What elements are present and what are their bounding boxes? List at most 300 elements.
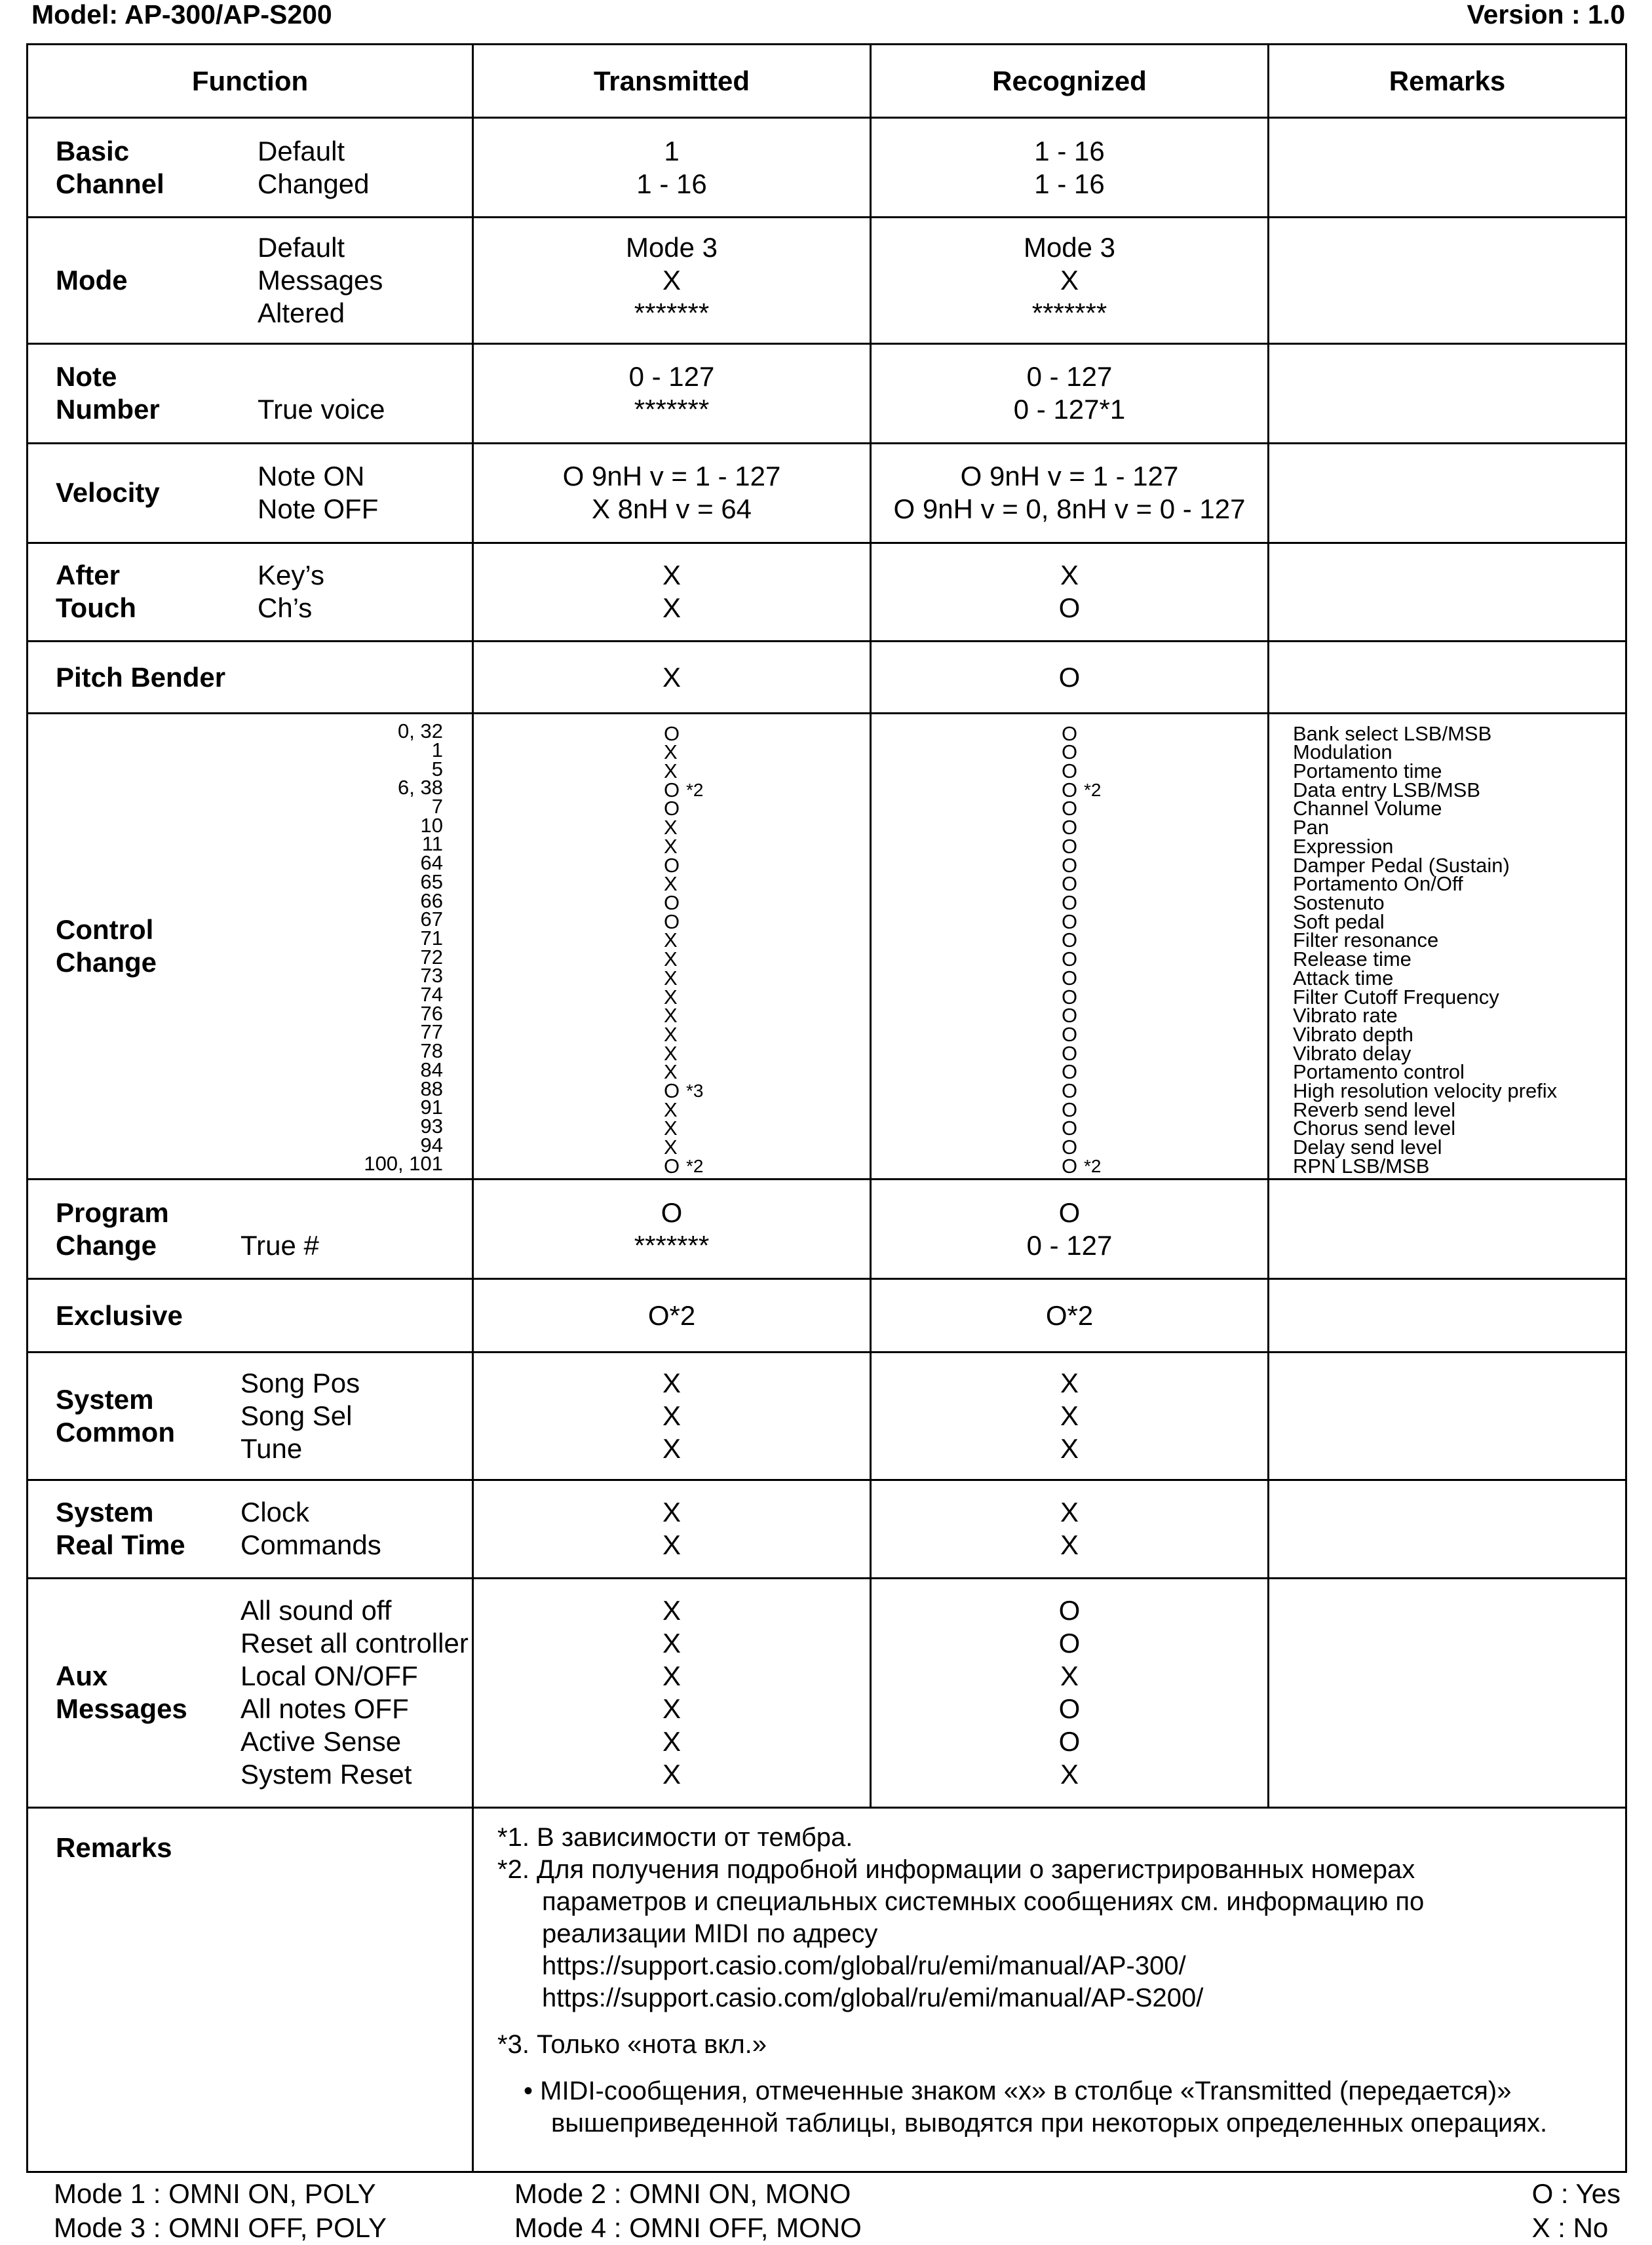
cc-tx-value-text: X bbox=[664, 1117, 678, 1140]
rx-value: X bbox=[1060, 1759, 1079, 1790]
function-name: Touch bbox=[56, 592, 136, 624]
cc-tx-value-text: O bbox=[664, 853, 680, 877]
tx-value: ******* bbox=[634, 297, 710, 328]
tx-value: O*2 bbox=[647, 1299, 696, 1331]
cc-tx-value bbox=[664, 1022, 870, 1046]
function-name: Real Time bbox=[56, 1529, 185, 1561]
function-sub: Default bbox=[258, 135, 345, 166]
footer-legend bbox=[1532, 2177, 1621, 2245]
remark-url-ap300: https://support.casio.com/global/ru/emi/manual/AP-300/ bbox=[542, 1951, 1186, 1981]
cc-number-text: 7 bbox=[431, 794, 443, 818]
row-exclusive bbox=[28, 1279, 1626, 1353]
cc-tx-value-text: O bbox=[664, 778, 680, 801]
function-name: Mode bbox=[56, 264, 128, 296]
cc-remark-text: Sostenuto bbox=[1293, 891, 1385, 914]
cc-number-text: 100, 101 bbox=[364, 1152, 443, 1176]
cc-remark-text: Portamento On/Off bbox=[1293, 872, 1463, 896]
cc-tx-value-text: O bbox=[664, 797, 680, 820]
function-name: Basic bbox=[56, 135, 130, 166]
cc-number-text: 71 bbox=[420, 926, 443, 950]
function-sub: Song Pos bbox=[240, 1367, 360, 1398]
rx-value: O bbox=[1058, 1693, 1081, 1725]
function-name: System bbox=[56, 1497, 154, 1528]
rx-value: O bbox=[1058, 1595, 1081, 1626]
cc-tx-value-text: X bbox=[664, 948, 678, 971]
cc-number-text: 74 bbox=[420, 983, 443, 1007]
row-remarks bbox=[28, 1808, 1626, 2172]
cc-tx-value-text: X bbox=[664, 872, 678, 896]
cc-tx-value bbox=[664, 778, 870, 801]
cc-number-text: 88 bbox=[420, 1077, 443, 1100]
cc-rx-value bbox=[1062, 799, 1267, 818]
function-name: Change bbox=[56, 1229, 157, 1261]
cc-tx-value-text: O bbox=[664, 910, 680, 933]
remark-bullet: • MIDI-сообщения, отмеченные знаком «x» в столбце «Transmitted (передается)» вышеприведенной таблицы, выводятся при некоторых определенных операциях. bbox=[524, 2077, 1548, 2138]
cc-remark-text: Damper Pedal (Sustain) bbox=[1293, 853, 1510, 877]
function-name: System bbox=[56, 1383, 154, 1415]
function-name: Change bbox=[56, 947, 157, 978]
cc-tx-value bbox=[664, 1004, 870, 1027]
cc-rx-value bbox=[1062, 1098, 1267, 1121]
cc-remark-text: Data entry LSB/MSB bbox=[1293, 778, 1481, 801]
cc-number-text: 6, 38 bbox=[398, 776, 443, 799]
cc-number-text: 67 bbox=[420, 908, 443, 931]
rx-value: O 9nH v = 0, 8nH v = 0 - 127 bbox=[893, 493, 1246, 525]
cc-tx-value bbox=[664, 759, 870, 783]
cc-tx-value bbox=[664, 950, 870, 969]
remark-note-2-line: реализации MIDI по адресу bbox=[542, 1919, 878, 1949]
cc-rx-value bbox=[1062, 740, 1267, 764]
cc-remark-text: Channel Volume bbox=[1293, 797, 1442, 820]
remarks-cell bbox=[1269, 1578, 1626, 1807]
cc-rx-value bbox=[1062, 931, 1267, 950]
cc-rx-list bbox=[1062, 721, 1267, 1178]
tx-value: ******* bbox=[634, 1229, 710, 1261]
row-pitch-bender bbox=[28, 642, 1626, 714]
model-label: Model: AP-300/AP-S200 bbox=[31, 0, 332, 29]
cc-footnote-ref: *2 bbox=[686, 1155, 704, 1176]
remarks-cell bbox=[1269, 118, 1626, 218]
cc-tx-value-text: X bbox=[664, 816, 678, 839]
cc-rx-value bbox=[1062, 1041, 1267, 1065]
cc-rx-value bbox=[1062, 759, 1267, 783]
cc-rx-value-text: O bbox=[1062, 1098, 1078, 1121]
rx-value: X bbox=[1060, 1660, 1079, 1692]
footer-mode-3: Mode 3 : OMNI OFF, POLY bbox=[54, 2212, 387, 2243]
cc-tx-value bbox=[664, 931, 870, 950]
cc-number-text: 1 bbox=[431, 738, 443, 761]
tx-value: X bbox=[662, 264, 681, 296]
remarks-cell bbox=[1269, 642, 1626, 714]
version-label: Version : 1.0 bbox=[1467, 0, 1625, 29]
cc-remark-text: Modulation bbox=[1293, 740, 1393, 764]
cc-tx-value bbox=[664, 966, 870, 989]
cc-rx-value bbox=[1062, 853, 1267, 877]
tx-value: X bbox=[662, 1726, 681, 1757]
row-system-real-time bbox=[28, 1480, 1626, 1578]
cc-tx-value bbox=[664, 853, 870, 877]
cc-remark-text: Bank select LSB/MSB bbox=[1293, 721, 1492, 745]
function-name: Note bbox=[56, 361, 117, 393]
rx-value: Mode 3 bbox=[1023, 231, 1116, 263]
cc-tx-value bbox=[664, 872, 870, 896]
remarks-label: Remarks bbox=[56, 1832, 172, 1864]
cc-tx-value-text: X bbox=[664, 759, 678, 783]
cc-rx-value bbox=[1062, 891, 1267, 914]
cc-remark-text: Expression bbox=[1293, 834, 1394, 858]
cc-rx-value bbox=[1062, 834, 1267, 858]
cc-rx-value-text: O bbox=[1062, 1022, 1078, 1046]
remarks-notes bbox=[473, 1808, 1626, 2172]
rx-value: X bbox=[1060, 1529, 1079, 1561]
cc-rx-value bbox=[1062, 1119, 1267, 1138]
col-transmitted: Transmitted bbox=[473, 45, 871, 118]
legend-no: X : No bbox=[1531, 2212, 1609, 2243]
row-system-common bbox=[28, 1353, 1626, 1480]
cc-rx-value-text: O bbox=[1062, 948, 1078, 971]
remark-note-1: *1. В зависимости от тембра. bbox=[497, 1823, 853, 1852]
cc-tx-value bbox=[664, 891, 870, 914]
rx-value: 0 - 127 bbox=[1026, 1229, 1113, 1261]
rx-value: O bbox=[1058, 1726, 1081, 1757]
remarks-cell bbox=[1269, 1480, 1626, 1578]
cc-number bbox=[364, 1152, 443, 1176]
cc-number-text: 64 bbox=[420, 851, 443, 875]
cc-rx-value bbox=[1062, 1154, 1267, 1178]
cc-remark-text: Pan bbox=[1293, 816, 1330, 839]
footer-mode-1: Mode 1 : OMNI ON, POLY bbox=[54, 2178, 376, 2209]
cc-tx-value bbox=[664, 818, 870, 837]
function-sub: Ch’s bbox=[258, 592, 313, 624]
cc-tx-value-text: X bbox=[664, 1136, 678, 1159]
cc-rx-value bbox=[1062, 721, 1267, 745]
rx-value: 0 - 127*1 bbox=[1013, 394, 1126, 425]
rx-value: 0 - 127 bbox=[1026, 361, 1113, 393]
rx-value: ******* bbox=[1031, 297, 1107, 328]
cc-tx-value-text: O bbox=[664, 891, 680, 914]
cc-tx-value-text: X bbox=[664, 1041, 678, 1065]
rx-value: O bbox=[1058, 1197, 1081, 1228]
cc-remarks-list bbox=[1269, 714, 1626, 1180]
cc-remark-text: Release time bbox=[1293, 948, 1412, 971]
rx-value: O 9nH v = 1 - 127 bbox=[960, 461, 1179, 492]
cc-rx-value-text: O bbox=[1062, 1079, 1078, 1103]
cc-footnote-ref: *2 bbox=[686, 779, 704, 800]
cc-remark-text: Portamento control bbox=[1293, 1060, 1465, 1084]
function-sub: All notes OFF bbox=[240, 1693, 409, 1725]
tx-value: 1 - 16 bbox=[636, 168, 707, 199]
function-name: Number bbox=[56, 394, 160, 425]
cc-remark-text: Chorus send level bbox=[1293, 1117, 1456, 1140]
cc-remark-text: Vibrato depth bbox=[1293, 1022, 1413, 1046]
cc-footnote-ref: *2 bbox=[1084, 779, 1102, 800]
cc-number-list bbox=[364, 722, 443, 1174]
cc-remark-text: Portamento time bbox=[1293, 759, 1442, 783]
cc-number-text: 72 bbox=[420, 945, 443, 969]
cc-footnote-ref: *3 bbox=[686, 1081, 704, 1102]
rx-value: X bbox=[1060, 1367, 1079, 1398]
cc-tx-list bbox=[664, 721, 870, 1178]
cc-rx-value bbox=[1062, 950, 1267, 969]
cc-tx-value bbox=[664, 910, 870, 933]
cc-rx-value-text: O bbox=[1062, 872, 1078, 896]
legend-yes: O : Yes bbox=[1531, 2178, 1621, 2209]
tx-value: X bbox=[662, 1628, 681, 1659]
cc-tx-value bbox=[664, 1079, 870, 1103]
remarks-cell bbox=[1269, 543, 1626, 641]
cc-number-text: 84 bbox=[420, 1058, 443, 1081]
cc-rx-value-text: O bbox=[1062, 929, 1078, 952]
cc-rx-value-text: O bbox=[1062, 721, 1078, 745]
function-sub: True voice bbox=[258, 394, 385, 425]
footer-modes-left bbox=[54, 2177, 387, 2245]
cc-rx-value bbox=[1062, 778, 1267, 801]
function-sub: Key’s bbox=[258, 560, 324, 591]
function-sub: Active Sense bbox=[240, 1726, 402, 1757]
cc-rx-value-text: O bbox=[1062, 1060, 1078, 1084]
footer-modes-middle bbox=[514, 2177, 862, 2245]
cc-remark-text: Filter resonance bbox=[1293, 929, 1439, 952]
function-name: Pitch Bender bbox=[56, 661, 226, 693]
cc-number-text: 73 bbox=[420, 964, 443, 988]
remark-note-3: *3. Только «нота вкл.» bbox=[497, 2030, 767, 2060]
rx-value: O bbox=[1058, 592, 1081, 624]
function-sub bbox=[240, 1197, 319, 1229]
cc-tx-value-text: X bbox=[664, 929, 678, 952]
function-name: After bbox=[56, 560, 121, 591]
cc-tx-value-text: O bbox=[664, 721, 680, 745]
function-sub bbox=[258, 360, 385, 393]
cc-rx-value bbox=[1062, 818, 1267, 837]
row-program-change bbox=[28, 1180, 1626, 1279]
remark-url-aps200: https://support.casio.com/global/ru/emi/manual/AP-S200/ bbox=[542, 1984, 1204, 2013]
cc-tx-value-text: X bbox=[664, 834, 678, 858]
function-name: Exclusive bbox=[56, 1299, 183, 1331]
function-sub: Song Sel bbox=[240, 1400, 353, 1431]
tx-value: X bbox=[662, 661, 681, 693]
footer-mode-4: Mode 4 : OMNI OFF, MONO bbox=[514, 2212, 862, 2243]
remarks-cell bbox=[1269, 218, 1626, 343]
remarks-cell bbox=[1269, 443, 1626, 543]
cc-remark-text: RPN LSB/MSB bbox=[1293, 1154, 1430, 1178]
remarks-cell bbox=[1269, 1180, 1626, 1279]
cc-number-text: 76 bbox=[420, 1001, 443, 1025]
remarks-cell bbox=[1269, 1279, 1626, 1353]
tx-value: X bbox=[662, 1432, 681, 1464]
cc-remark-text: Soft pedal bbox=[1293, 910, 1385, 933]
cc-tx-value bbox=[664, 740, 870, 764]
cc-rx-value-text: O bbox=[1062, 834, 1078, 858]
header-row bbox=[28, 45, 1626, 118]
col-recognized: Recognized bbox=[871, 45, 1269, 118]
function-sub: Clock bbox=[240, 1497, 310, 1528]
footer-mode-2: Mode 2 : OMNI ON, MONO bbox=[514, 2178, 851, 2209]
cc-tx-value-text: X bbox=[664, 740, 678, 764]
cc-remark-text: Filter Cutoff Frequency bbox=[1293, 985, 1499, 1008]
function-sub: True # bbox=[240, 1229, 319, 1261]
tx-value: X bbox=[662, 1759, 681, 1790]
cc-rx-value-text: O bbox=[1062, 778, 1078, 801]
cc-rx-value bbox=[1062, 1022, 1267, 1046]
cc-number-text: 5 bbox=[431, 757, 443, 780]
cc-tx-value bbox=[664, 721, 870, 745]
cc-rx-value-text: O bbox=[1062, 891, 1078, 914]
tx-value: X 8nH v = 64 bbox=[592, 493, 752, 525]
cc-rx-value-text: O bbox=[1062, 816, 1078, 839]
function-name: Messages bbox=[56, 1693, 187, 1725]
cc-rx-value-text: O bbox=[1062, 966, 1078, 989]
rx-value: X bbox=[1060, 1400, 1079, 1431]
cc-tx-value-text: O bbox=[664, 1154, 680, 1178]
tx-value: X bbox=[662, 1497, 681, 1528]
cc-number-text: 94 bbox=[420, 1133, 443, 1157]
cc-rx-value bbox=[1062, 1060, 1267, 1084]
tx-value: 0 - 127 bbox=[628, 361, 715, 393]
cc-tx-value bbox=[664, 799, 870, 818]
cc-rx-value-text: O bbox=[1062, 910, 1078, 933]
tx-value: ******* bbox=[634, 394, 710, 425]
cc-rx-value-text: O bbox=[1062, 985, 1078, 1008]
rx-value: X bbox=[1060, 1497, 1079, 1528]
cc-tx-value-text: X bbox=[664, 1004, 678, 1027]
row-aux-messages bbox=[28, 1578, 1626, 1807]
rx-value: X bbox=[1060, 1432, 1079, 1464]
tx-value: X bbox=[662, 592, 681, 624]
tx-value: Mode 3 bbox=[625, 231, 718, 263]
function-sub: Commands bbox=[240, 1529, 381, 1561]
function-sub: Tune bbox=[240, 1432, 303, 1464]
function-sub: System Reset bbox=[240, 1759, 412, 1790]
cc-remark bbox=[1293, 799, 1625, 818]
tx-value: X bbox=[662, 560, 681, 591]
cc-rx-value-text: O bbox=[1062, 740, 1078, 764]
cc-tx-value bbox=[664, 1060, 870, 1084]
rx-value: X bbox=[1060, 560, 1079, 591]
cc-number-text: 77 bbox=[420, 1020, 443, 1044]
cc-rx-value-text: O bbox=[1062, 797, 1078, 820]
remarks-cell bbox=[1269, 1353, 1626, 1480]
row-basic-channel bbox=[28, 118, 1626, 218]
tx-value: O bbox=[661, 1197, 683, 1228]
cc-rx-value bbox=[1062, 910, 1267, 933]
cc-tx-value bbox=[664, 985, 870, 1008]
function-name: Velocity bbox=[56, 477, 160, 508]
col-remarks: Remarks bbox=[1269, 45, 1626, 118]
cc-tx-value-text: X bbox=[664, 966, 678, 989]
rx-value: 1 - 16 bbox=[1034, 135, 1105, 166]
cc-number-text: 11 bbox=[421, 832, 443, 856]
tx-value: X bbox=[662, 1400, 681, 1431]
function-sub: Reset all controller bbox=[240, 1628, 469, 1659]
function-sub: Local ON/OFF bbox=[240, 1660, 418, 1692]
remark-note-2: *2. Для получения подробной информации о зарегистрированных номерах bbox=[497, 1855, 1415, 1885]
cc-remark-text: Vibrato delay bbox=[1293, 1041, 1412, 1065]
cc-tx-value-text: O bbox=[664, 1079, 680, 1103]
cc-remark-text: High resolution velocity prefix bbox=[1293, 1079, 1558, 1103]
cc-tx-value bbox=[664, 1098, 870, 1121]
rx-value: X bbox=[1060, 264, 1079, 296]
cc-number-text: 93 bbox=[420, 1114, 443, 1138]
function-sub: Note OFF bbox=[258, 493, 379, 525]
cc-remark-text: Delay send level bbox=[1293, 1136, 1442, 1159]
tx-value: X bbox=[662, 1660, 681, 1692]
cc-rx-value bbox=[1062, 1004, 1267, 1027]
cc-rx-value bbox=[1062, 966, 1267, 989]
cc-rx-value-text: O bbox=[1062, 1136, 1078, 1159]
col-function: Function bbox=[28, 45, 473, 118]
cc-number-text: 0, 32 bbox=[398, 720, 443, 743]
cc-tx-value bbox=[664, 1041, 870, 1065]
cc-tx-value bbox=[664, 834, 870, 858]
cc-rx-value bbox=[1062, 985, 1267, 1008]
cc-tx-value-text: X bbox=[664, 1060, 678, 1084]
cc-number-text: 10 bbox=[420, 813, 443, 837]
cc-tx-value-text: X bbox=[664, 985, 678, 1008]
rx-value: O bbox=[1058, 1628, 1081, 1659]
cc-number-text: 78 bbox=[420, 1039, 443, 1063]
function-sub: All sound off bbox=[240, 1595, 392, 1626]
function-sub: Altered bbox=[258, 297, 345, 328]
cc-remark-text: Attack time bbox=[1293, 966, 1394, 989]
function-name: Aux bbox=[56, 1660, 108, 1692]
function-name: Program bbox=[56, 1197, 169, 1228]
cc-number-text: 66 bbox=[420, 889, 443, 912]
tx-value: X bbox=[662, 1693, 681, 1725]
function-sub: Note ON bbox=[258, 461, 365, 492]
remarks-cell bbox=[1269, 343, 1626, 443]
rx-value: O*2 bbox=[1045, 1299, 1094, 1331]
cc-tx-value bbox=[664, 1119, 870, 1138]
tx-value: O 9nH v = 1 - 127 bbox=[562, 461, 781, 492]
function-name: Common bbox=[56, 1416, 175, 1448]
cc-remark-text: Reverb send level bbox=[1293, 1098, 1456, 1121]
tx-value: X bbox=[662, 1595, 681, 1626]
cc-rx-value-text: O bbox=[1062, 1041, 1078, 1065]
row-after-touch bbox=[28, 543, 1626, 641]
function-sub: Messages bbox=[258, 264, 383, 296]
rx-value: 1 - 16 bbox=[1034, 168, 1105, 199]
cc-tx-value-text: X bbox=[664, 1098, 678, 1121]
cc-number-text: 65 bbox=[420, 870, 443, 893]
cc-tx-value bbox=[664, 1138, 870, 1157]
function-name: Control bbox=[56, 914, 154, 946]
function-sub: Changed bbox=[258, 168, 370, 199]
cc-rx-value-text: O bbox=[1062, 759, 1078, 783]
midi-implementation-chart bbox=[26, 43, 1627, 2173]
cc-rx-value bbox=[1062, 872, 1267, 896]
tx-value: X bbox=[662, 1529, 681, 1561]
row-mode bbox=[28, 218, 1626, 343]
tx-value: X bbox=[662, 1367, 681, 1398]
cc-rx-value bbox=[1062, 1138, 1267, 1157]
function-sub: Default bbox=[258, 231, 345, 263]
cc-footnote-ref: *2 bbox=[1084, 1155, 1102, 1176]
cc-remark bbox=[1293, 1154, 1625, 1178]
cc-number-text: 91 bbox=[420, 1096, 443, 1119]
cc-tx-value bbox=[664, 1154, 870, 1178]
cc-rx-value-text: O bbox=[1062, 853, 1078, 877]
cc-remark-text: Vibrato rate bbox=[1293, 1004, 1398, 1027]
row-velocity bbox=[28, 443, 1626, 543]
tx-value: 1 bbox=[664, 135, 680, 166]
row-note-number bbox=[28, 343, 1626, 443]
cc-tx-value-text: X bbox=[664, 1022, 678, 1046]
cc-rx-value-text: O bbox=[1062, 1154, 1078, 1178]
function-name: Channel bbox=[56, 168, 164, 199]
cc-rx-value-text: O bbox=[1062, 1004, 1078, 1027]
cc-rx-value bbox=[1062, 1079, 1267, 1103]
row-control-change bbox=[28, 714, 1626, 1180]
